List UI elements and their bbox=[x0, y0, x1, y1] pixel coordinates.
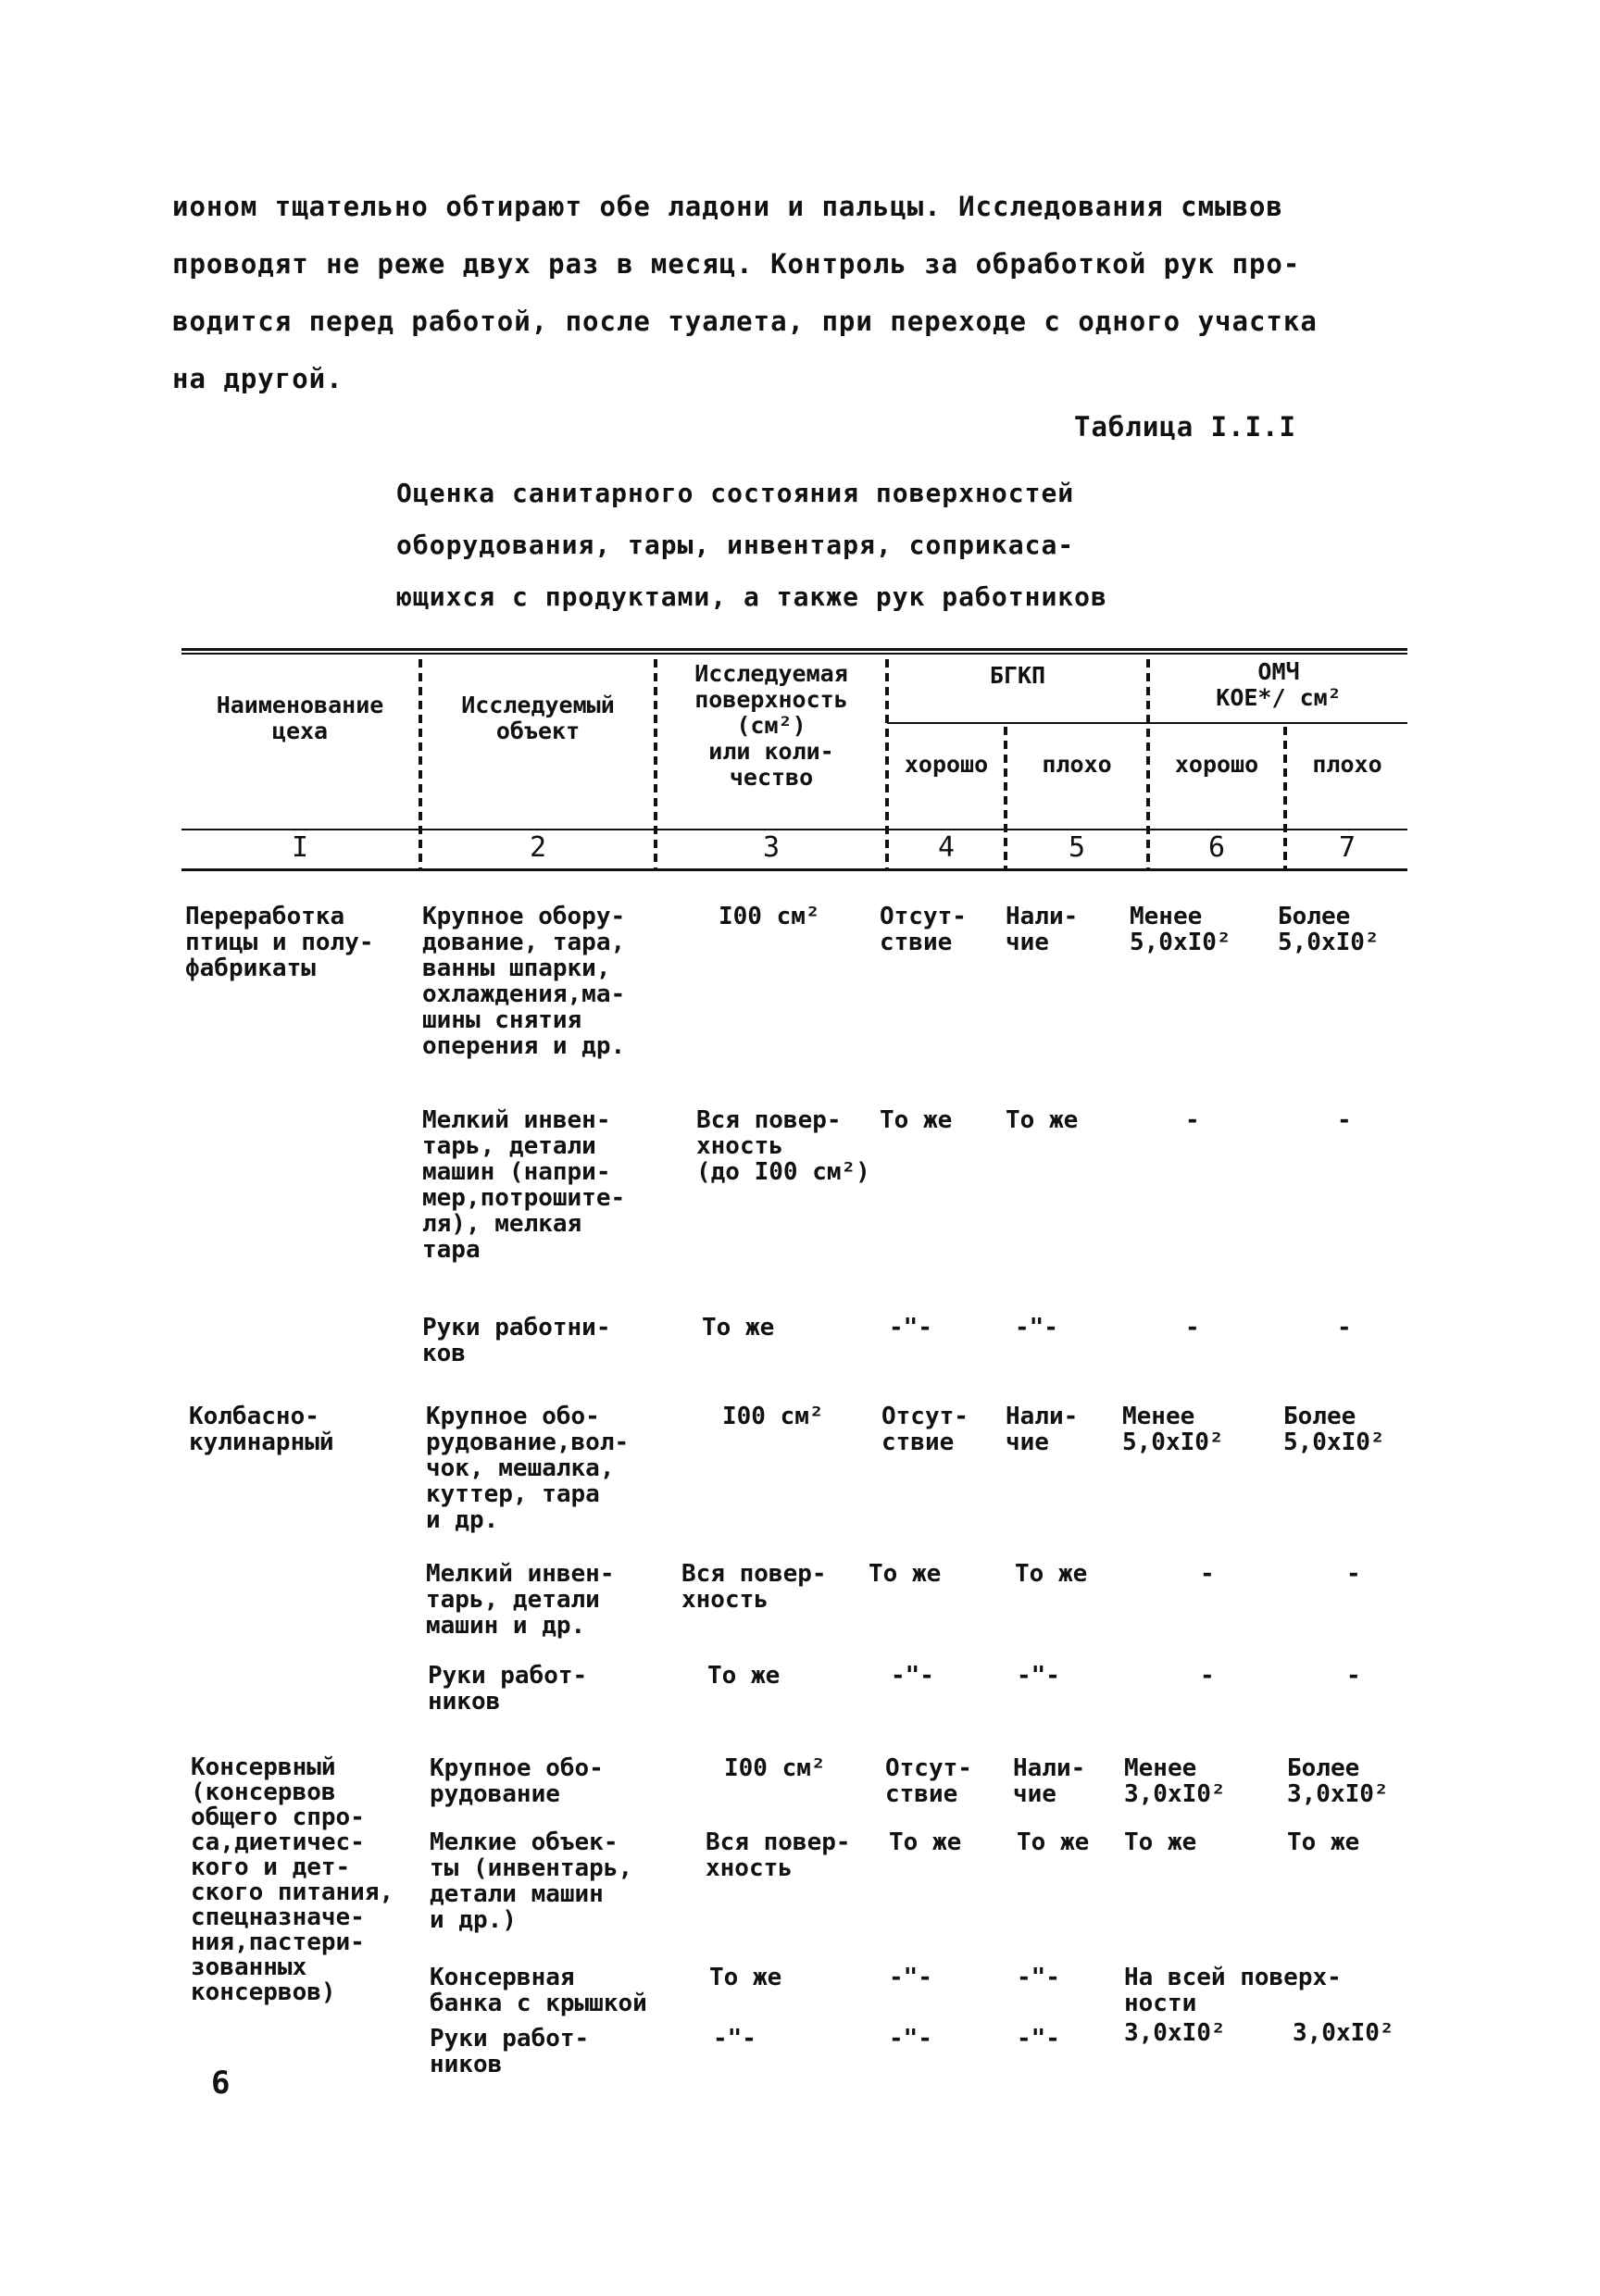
header-omch-bad: плохо bbox=[1312, 751, 1382, 778]
omch-bad-cell: То же bbox=[1287, 1828, 1360, 1856]
object-cell: Руки работ- ников bbox=[430, 2025, 590, 2078]
bgkp-bad-cell: Нали- чие bbox=[1013, 1754, 1086, 1808]
omch-good-cell: То же bbox=[1124, 1828, 1197, 1856]
workshop-name: Консервный (консервов общего спро- са,диетичес- кого и дет- ского питания, спецназначе- ния,пастери- зованных консервов) bbox=[191, 1753, 394, 2006]
object-cell: Консервная банка с крышкой bbox=[430, 1964, 647, 2017]
caption-line: оборудования, тары, инвентаря, соприкаса- bbox=[396, 530, 1075, 560]
omch-bad-cell: - bbox=[1337, 1106, 1352, 1134]
column-number-rule bbox=[181, 868, 1407, 871]
bgkp-bad-cell: -"- bbox=[1017, 1964, 1060, 1991]
column-number: 5 bbox=[1068, 831, 1086, 864]
bgkp-bad-cell: То же bbox=[1017, 1828, 1090, 1856]
paragraph-line: проводят не реже двух раз в месяц. Контроль за обработкой рук про- bbox=[172, 248, 1301, 280]
omch-good-cell: - bbox=[1200, 1560, 1215, 1588]
table-caption bbox=[396, 468, 1107, 623]
bgkp-bad-cell: -"- bbox=[1017, 2025, 1060, 2053]
column-number: 6 bbox=[1207, 831, 1226, 864]
omch-good-cell: - bbox=[1185, 1314, 1200, 1341]
object-cell: Крупное обо- рудование,вол- чок, мешалка, куттер, тара и др. bbox=[426, 1403, 630, 1534]
omch-good-cell: 3,0xI0² bbox=[1124, 2019, 1226, 2047]
header-object: Исследуемый объект bbox=[461, 692, 615, 744]
column-number: I bbox=[291, 831, 309, 864]
bgkp-bad-cell: То же bbox=[1006, 1106, 1079, 1134]
omch-good-cell: - bbox=[1200, 1662, 1215, 1690]
surface-cell: Вся повер- хность bbox=[706, 1828, 851, 1882]
bgkp-good-cell: -"- bbox=[889, 2025, 932, 2053]
caption-line: Оценка санитарного состояния поверхностей bbox=[396, 478, 1075, 508]
surface-cell: Вся повер- хность (до I00 см²) bbox=[696, 1106, 870, 1186]
bgkp-bad-cell: Нали- чие bbox=[1006, 903, 1079, 956]
table-top-rule bbox=[181, 648, 1407, 651]
header-bgkp: БГКП bbox=[989, 662, 1046, 689]
paragraph-line: водится перед работой, после туалета, при переходе с одного участка bbox=[172, 306, 1318, 337]
object-cell: Мелкий инвен- тарь, детали машин (напри- мер,потрошите- ля), мелкая тара bbox=[422, 1106, 626, 1264]
object-cell: Крупное обо- рудование bbox=[430, 1754, 604, 1808]
surface-cell: Вся повер- хность bbox=[681, 1560, 827, 1614]
column-number: 7 bbox=[1338, 831, 1356, 864]
surface-cell: I00 см² bbox=[722, 1403, 824, 1430]
omch-bad-cell: - bbox=[1346, 1560, 1361, 1588]
bgkp-good-cell: -"- bbox=[891, 1662, 934, 1690]
intro-paragraph bbox=[172, 178, 1413, 407]
omch-bad-cell: Более 5,0xI0² bbox=[1278, 903, 1380, 956]
object-cell: Мелкие объек- ты (инвентарь, детали машин и др.) bbox=[430, 1828, 633, 1934]
bgkp-bad-cell: Нали- чие bbox=[1006, 1403, 1079, 1456]
caption-line: ющихся с продуктами, а также рук работников bbox=[396, 581, 1107, 612]
paragraph-line: на другой. bbox=[172, 363, 344, 394]
header-omch: ОМЧ КОЕ*/ см² bbox=[1216, 658, 1342, 711]
object-cell: Руки работни- ков bbox=[422, 1314, 611, 1367]
surface-cell: То же bbox=[702, 1314, 775, 1341]
bgkp-good-cell: -"- bbox=[889, 1314, 932, 1341]
column-number: 3 bbox=[762, 831, 781, 864]
surface-cell: -"- bbox=[713, 2025, 756, 2053]
column-number: 2 bbox=[529, 831, 547, 864]
page-number: 6 bbox=[211, 2065, 231, 2102]
workshop-name: Колбасно- кулинарный bbox=[189, 1403, 334, 1456]
object-cell: Руки работ- ников bbox=[428, 1662, 588, 1716]
omch-bad-cell: - bbox=[1346, 1662, 1361, 1690]
object-cell: Крупное обору- дование, тара, ванны шпарки, охлаждения,ма- шины снятия оперения и др. bbox=[422, 903, 626, 1060]
table-top-rule-inner bbox=[181, 653, 1407, 655]
header-workshop: Наименование цеха bbox=[216, 692, 384, 744]
bgkp-bad-cell: -"- bbox=[1017, 1662, 1060, 1690]
omch-good-cell: На всей поверх- ности bbox=[1124, 1964, 1342, 2017]
bgkp-good-cell: То же bbox=[880, 1106, 953, 1134]
omch-bad-cell: Более 3,0xI0² bbox=[1287, 1754, 1389, 1808]
surface-cell: I00 см² bbox=[719, 903, 820, 930]
bgkp-bad-cell: -"- bbox=[1015, 1314, 1058, 1341]
omch-bad-cell: Более 5,0xI0² bbox=[1283, 1403, 1385, 1456]
omch-good-cell: Менее 3,0xI0² bbox=[1124, 1754, 1226, 1808]
surface-cell: То же bbox=[709, 1964, 782, 1991]
object-cell: Мелкий инвен- тарь, детали машин и др. bbox=[426, 1560, 615, 1640]
bgkp-good-cell: Отсут- ствие bbox=[885, 1754, 972, 1808]
header-bottom-rule bbox=[181, 829, 1407, 830]
workshop-name: Переработка птицы и полу- фабрикаты bbox=[185, 903, 374, 982]
bgkp-good-cell: То же bbox=[869, 1560, 942, 1588]
bgkp-good-cell: -"- bbox=[889, 1964, 932, 1991]
header-surface: Исследуемая поверхность (см²) или коли- чество bbox=[694, 660, 848, 791]
header-bgkp-bad: плохо bbox=[1042, 751, 1112, 778]
omch-bad-cell: - bbox=[1337, 1314, 1352, 1341]
table-label: Таблица I.I.I bbox=[1074, 411, 1296, 443]
omch-good-cell: - bbox=[1185, 1106, 1200, 1134]
surface-cell: То же bbox=[707, 1662, 781, 1690]
omch-good-cell: Менее 5,0xI0² bbox=[1130, 903, 1231, 956]
omch-good-cell: Менее 5,0xI0² bbox=[1122, 1403, 1224, 1456]
surface-cell: I00 см² bbox=[724, 1754, 826, 1782]
header-bgkp-good: хорошо bbox=[904, 751, 989, 778]
omch-bad-cell: 3,0xI0² bbox=[1293, 2019, 1394, 2047]
header-omch-good: хорошо bbox=[1174, 751, 1259, 778]
bgkp-bad-cell: То же bbox=[1015, 1560, 1088, 1588]
column-number: 4 bbox=[937, 831, 956, 864]
bgkp-good-cell: То же bbox=[889, 1828, 962, 1856]
bgkp-good-cell: Отсут- ствие bbox=[881, 1403, 969, 1456]
bgkp-good-cell: Отсут- ствие bbox=[880, 903, 967, 956]
paragraph-line: ионом тщательно обтирают обе ладони и пальцы. Исследования смывов bbox=[172, 191, 1283, 222]
